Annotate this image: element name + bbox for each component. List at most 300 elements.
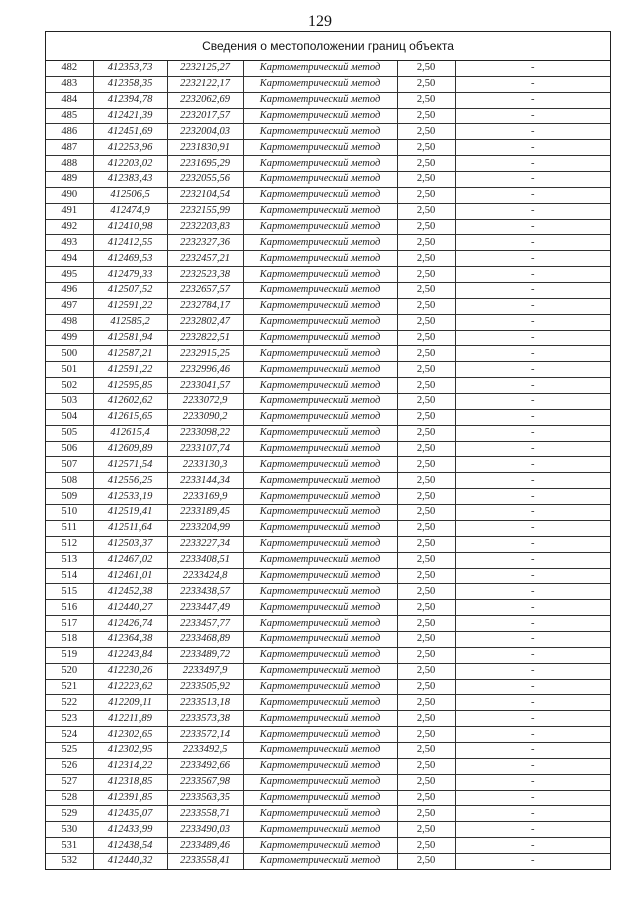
y-coordinate-cell: 2233098,22 [167,425,243,441]
x-coordinate-cell: 412591,22 [93,298,167,314]
x-coordinate-cell: 412587,21 [93,346,167,362]
point-number-cell: 486 [46,124,93,140]
point-number-cell: 526 [46,758,93,774]
accuracy-cell: 2,50 [397,140,455,156]
note-cell: - [455,505,610,521]
point-number-cell: 509 [46,489,93,505]
table-row [46,394,610,410]
note-cell: - [455,124,610,140]
point-number-cell: 492 [46,219,93,235]
point-number-cell: 522 [46,695,93,711]
method-cell: Картометрический метод [243,362,397,378]
point-number-cell: 507 [46,457,93,473]
note-cell: - [455,695,610,711]
table-row [46,346,610,362]
y-coordinate-cell: 2233573,38 [167,711,243,727]
note-cell: - [455,362,610,378]
accuracy-cell: 2,50 [397,790,455,806]
y-coordinate-cell: 2233492,5 [167,742,243,758]
y-coordinate-cell: 2232122,17 [167,76,243,92]
table-row [46,505,610,521]
table-row [46,742,610,758]
note-cell: - [455,742,610,758]
point-number-cell: 521 [46,679,93,695]
method-cell: Картометрический метод [243,742,397,758]
table-row [46,108,610,124]
accuracy-cell: 2,50 [397,298,455,314]
y-coordinate-cell: 2232327,36 [167,235,243,251]
table-row [46,552,610,568]
y-coordinate-cell: 2233204,99 [167,520,243,536]
x-coordinate-cell: 412314,22 [93,758,167,774]
note-cell: - [455,314,610,330]
point-number-cell: 531 [46,838,93,854]
y-coordinate-cell: 2233169,9 [167,489,243,505]
point-number-cell: 512 [46,536,93,552]
note-cell: - [455,283,610,299]
accuracy-cell: 2,50 [397,187,455,203]
x-coordinate-cell: 412556,25 [93,473,167,489]
note-cell: - [455,346,610,362]
note-cell: - [455,790,610,806]
table-row [46,187,610,203]
note-cell: - [455,711,610,727]
y-coordinate-cell: 2232062,69 [167,92,243,108]
table-row [46,774,610,790]
accuracy-cell: 2,50 [397,600,455,616]
y-coordinate-cell: 2232055,56 [167,172,243,188]
table-row [46,172,610,188]
method-cell: Картометрический метод [243,156,397,172]
y-coordinate-cell: 2232125,27 [167,61,243,76]
accuracy-cell: 2,50 [397,489,455,505]
method-cell: Картометрический метод [243,853,397,868]
table-row [46,758,610,774]
x-coordinate-cell: 412383,43 [93,172,167,188]
method-cell: Картометрический метод [243,394,397,410]
accuracy-cell: 2,50 [397,203,455,219]
note-cell: - [455,330,610,346]
point-number-cell: 497 [46,298,93,314]
method-cell: Картометрический метод [243,425,397,441]
table-row [46,520,610,536]
y-coordinate-cell: 2232822,51 [167,330,243,346]
method-cell: Картометрический метод [243,584,397,600]
table-row [46,822,610,838]
accuracy-cell: 2,50 [397,219,455,235]
point-number-cell: 489 [46,172,93,188]
note-cell: - [455,378,610,394]
table-row [46,314,610,330]
x-coordinate-cell: 412461,01 [93,568,167,584]
accuracy-cell: 2,50 [397,346,455,362]
method-cell: Картометрический метод [243,727,397,743]
point-number-cell: 496 [46,283,93,299]
y-coordinate-cell: 2233144,34 [167,473,243,489]
method-cell: Картометрический метод [243,663,397,679]
y-coordinate-cell: 2233497,9 [167,663,243,679]
accuracy-cell: 2,50 [397,362,455,378]
accuracy-cell: 2,50 [397,76,455,92]
x-coordinate-cell: 412609,89 [93,441,167,457]
x-coordinate-cell: 412426,74 [93,616,167,632]
method-cell: Картометрический метод [243,822,397,838]
note-cell: - [455,616,610,632]
note-cell: - [455,584,610,600]
x-coordinate-cell: 412474,9 [93,203,167,219]
x-coordinate-cell: 412467,02 [93,552,167,568]
table-row [46,156,610,172]
table-row [46,489,610,505]
x-coordinate-cell: 412451,69 [93,124,167,140]
table-row [46,806,610,822]
x-coordinate-cell: 412203,02 [93,156,167,172]
method-cell: Картометрический метод [243,616,397,632]
table-row [46,853,610,868]
accuracy-cell: 2,50 [397,267,455,283]
point-number-cell: 513 [46,552,93,568]
method-cell: Картометрический метод [243,298,397,314]
y-coordinate-cell: 2233189,45 [167,505,243,521]
y-coordinate-cell: 2232004,03 [167,124,243,140]
boundary-points-table [46,61,610,869]
point-number-cell: 520 [46,663,93,679]
method-cell: Картометрический метод [243,631,397,647]
table-row [46,631,610,647]
x-coordinate-cell: 412358,35 [93,76,167,92]
point-number-cell: 502 [46,378,93,394]
point-number-cell: 495 [46,267,93,283]
method-cell: Картометрический метод [243,283,397,299]
point-number-cell: 500 [46,346,93,362]
x-coordinate-cell: 412615,4 [93,425,167,441]
method-cell: Картометрический метод [243,267,397,283]
note-cell: - [455,441,610,457]
y-coordinate-cell: 2232523,38 [167,267,243,283]
y-coordinate-cell: 2233227,34 [167,536,243,552]
point-number-cell: 490 [46,187,93,203]
accuracy-cell: 2,50 [397,124,455,140]
method-cell: Картометрический метод [243,473,397,489]
x-coordinate-cell: 412353,73 [93,61,167,76]
table-row [46,838,610,854]
note-cell: - [455,536,610,552]
method-cell: Картометрический метод [243,505,397,521]
method-cell: Картометрический метод [243,600,397,616]
method-cell: Картометрический метод [243,187,397,203]
point-number-cell: 516 [46,600,93,616]
y-coordinate-cell: 2233072,9 [167,394,243,410]
x-coordinate-cell: 412318,85 [93,774,167,790]
point-number-cell: 511 [46,520,93,536]
point-number-cell: 517 [46,616,93,632]
note-cell: - [455,457,610,473]
note-cell: - [455,822,610,838]
table-row [46,251,610,267]
accuracy-cell: 2,50 [397,631,455,647]
x-coordinate-cell: 412503,37 [93,536,167,552]
x-coordinate-cell: 412602,62 [93,394,167,410]
table-row [46,425,610,441]
method-cell: Картометрический метод [243,695,397,711]
table-row [46,441,610,457]
accuracy-cell: 2,50 [397,92,455,108]
accuracy-cell: 2,50 [397,457,455,473]
accuracy-cell: 2,50 [397,425,455,441]
point-number-cell: 514 [46,568,93,584]
point-number-cell: 518 [46,631,93,647]
y-coordinate-cell: 2233457,77 [167,616,243,632]
x-coordinate-cell: 412253,96 [93,140,167,156]
method-cell: Картометрический метод [243,203,397,219]
point-number-cell: 484 [46,92,93,108]
accuracy-cell: 2,50 [397,520,455,536]
x-coordinate-cell: 412435,07 [93,806,167,822]
x-coordinate-cell: 412302,95 [93,742,167,758]
y-coordinate-cell: 2233090,2 [167,409,243,425]
note-cell: - [455,394,610,410]
x-coordinate-cell: 412479,33 [93,267,167,283]
note-cell: - [455,251,610,267]
method-cell: Картометрический метод [243,92,397,108]
note-cell: - [455,61,610,76]
y-coordinate-cell: 2233513,18 [167,695,243,711]
note-cell: - [455,298,610,314]
point-number-cell: 501 [46,362,93,378]
y-coordinate-cell: 2233438,57 [167,584,243,600]
y-coordinate-cell: 2233041,57 [167,378,243,394]
x-coordinate-cell: 412410,98 [93,219,167,235]
point-number-cell: 505 [46,425,93,441]
note-cell: - [455,600,610,616]
y-coordinate-cell: 2233558,41 [167,853,243,868]
point-number-cell: 498 [46,314,93,330]
point-number-cell: 487 [46,140,93,156]
method-cell: Картометрический метод [243,806,397,822]
x-coordinate-cell: 412506,5 [93,187,167,203]
note-cell: - [455,140,610,156]
note-cell: - [455,92,610,108]
method-cell: Картометрический метод [243,172,397,188]
point-number-cell: 530 [46,822,93,838]
x-coordinate-cell: 412391,85 [93,790,167,806]
accuracy-cell: 2,50 [397,409,455,425]
x-coordinate-cell: 412595,85 [93,378,167,394]
y-coordinate-cell: 2231695,29 [167,156,243,172]
table-row [46,235,610,251]
point-number-cell: 499 [46,330,93,346]
note-cell: - [455,520,610,536]
y-coordinate-cell: 2232203,83 [167,219,243,235]
point-number-cell: 523 [46,711,93,727]
method-cell: Картометрический метод [243,457,397,473]
x-coordinate-cell: 412209,11 [93,695,167,711]
table-row [46,409,610,425]
method-cell: Картометрический метод [243,235,397,251]
table-row [46,473,610,489]
note-cell: - [455,806,610,822]
method-cell: Картометрический метод [243,378,397,394]
x-coordinate-cell: 412585,2 [93,314,167,330]
table-row [46,695,610,711]
table-row [46,267,610,283]
accuracy-cell: 2,50 [397,61,455,76]
point-number-cell: 483 [46,76,93,92]
table-row [46,362,610,378]
accuracy-cell: 2,50 [397,822,455,838]
method-cell: Картометрический метод [243,552,397,568]
x-coordinate-cell: 412571,54 [93,457,167,473]
x-coordinate-cell: 412591,22 [93,362,167,378]
method-cell: Картометрический метод [243,647,397,663]
accuracy-cell: 2,50 [397,505,455,521]
accuracy-cell: 2,50 [397,806,455,822]
point-number-cell: 482 [46,61,93,76]
table-row [46,378,610,394]
note-cell: - [455,108,610,124]
y-coordinate-cell: 2231830,91 [167,140,243,156]
note-cell: - [455,172,610,188]
x-coordinate-cell: 412230,26 [93,663,167,679]
accuracy-cell: 2,50 [397,552,455,568]
method-cell: Картометрический метод [243,108,397,124]
note-cell: - [455,647,610,663]
accuracy-cell: 2,50 [397,394,455,410]
accuracy-cell: 2,50 [397,473,455,489]
boundary-table-sheet [45,31,611,870]
point-number-cell: 504 [46,409,93,425]
y-coordinate-cell: 2233424,8 [167,568,243,584]
table-row [46,61,610,76]
table-row [46,663,610,679]
y-coordinate-cell: 2233572,14 [167,727,243,743]
method-cell: Картометрический метод [243,790,397,806]
point-number-cell: 488 [46,156,93,172]
y-coordinate-cell: 2233505,92 [167,679,243,695]
table-row [46,790,610,806]
table-row [46,647,610,663]
table-row [46,457,610,473]
x-coordinate-cell: 412364,38 [93,631,167,647]
table-row [46,330,610,346]
accuracy-cell: 2,50 [397,108,455,124]
table-title: Сведения о местоположении границ объекта [46,32,610,61]
x-coordinate-cell: 412243,84 [93,647,167,663]
point-number-cell: 527 [46,774,93,790]
table-row [46,219,610,235]
accuracy-cell: 2,50 [397,663,455,679]
table-row [46,140,610,156]
note-cell: - [455,489,610,505]
point-number-cell: 528 [46,790,93,806]
accuracy-cell: 2,50 [397,742,455,758]
method-cell: Картометрический метод [243,520,397,536]
point-number-cell: 493 [46,235,93,251]
table-row [46,679,610,695]
method-cell: Картометрический метод [243,489,397,505]
y-coordinate-cell: 2232784,17 [167,298,243,314]
note-cell: - [455,631,610,647]
method-cell: Картометрический метод [243,536,397,552]
accuracy-cell: 2,50 [397,853,455,868]
accuracy-cell: 2,50 [397,679,455,695]
table-row [46,600,610,616]
accuracy-cell: 2,50 [397,838,455,854]
accuracy-cell: 2,50 [397,568,455,584]
note-cell: - [455,76,610,92]
y-coordinate-cell: 2232657,57 [167,283,243,299]
x-coordinate-cell: 412438,54 [93,838,167,854]
x-coordinate-cell: 412211,89 [93,711,167,727]
note-cell: - [455,838,610,854]
x-coordinate-cell: 412511,64 [93,520,167,536]
note-cell: - [455,203,610,219]
y-coordinate-cell: 2232996,46 [167,362,243,378]
point-number-cell: 503 [46,394,93,410]
accuracy-cell: 2,50 [397,378,455,394]
y-coordinate-cell: 2232104,54 [167,187,243,203]
y-coordinate-cell: 2233489,72 [167,647,243,663]
table-row [46,711,610,727]
note-cell: - [455,473,610,489]
accuracy-cell: 2,50 [397,283,455,299]
x-coordinate-cell: 412302,65 [93,727,167,743]
note-cell: - [455,758,610,774]
point-number-cell: 494 [46,251,93,267]
x-coordinate-cell: 412412,55 [93,235,167,251]
accuracy-cell: 2,50 [397,711,455,727]
y-coordinate-cell: 2233489,46 [167,838,243,854]
method-cell: Картометрический метод [243,758,397,774]
table-row [46,92,610,108]
point-number-cell: 524 [46,727,93,743]
method-cell: Картометрический метод [243,711,397,727]
accuracy-cell: 2,50 [397,695,455,711]
y-coordinate-cell: 2233447,49 [167,600,243,616]
method-cell: Картометрический метод [243,219,397,235]
x-coordinate-cell: 412421,39 [93,108,167,124]
x-coordinate-cell: 412519,41 [93,505,167,521]
x-coordinate-cell: 412507,52 [93,283,167,299]
method-cell: Картометрический метод [243,409,397,425]
method-cell: Картометрический метод [243,838,397,854]
x-coordinate-cell: 412440,32 [93,853,167,868]
method-cell: Картометрический метод [243,251,397,267]
x-coordinate-cell: 412440,27 [93,600,167,616]
y-coordinate-cell: 2233408,51 [167,552,243,568]
method-cell: Картометрический метод [243,774,397,790]
x-coordinate-cell: 412433,99 [93,822,167,838]
accuracy-cell: 2,50 [397,584,455,600]
method-cell: Картометрический метод [243,441,397,457]
method-cell: Картометрический метод [243,124,397,140]
accuracy-cell: 2,50 [397,251,455,267]
accuracy-cell: 2,50 [397,616,455,632]
y-coordinate-cell: 2232915,25 [167,346,243,362]
x-coordinate-cell: 412394,78 [93,92,167,108]
table-row [46,616,610,632]
note-cell: - [531,855,535,867]
table-row [46,76,610,92]
method-cell: Картометрический метод [243,314,397,330]
note-cell: - [455,679,610,695]
y-coordinate-cell: 2232017,57 [167,108,243,124]
accuracy-cell: 2,50 [397,536,455,552]
x-coordinate-cell: 412452,38 [93,584,167,600]
method-cell: Картометрический метод [243,61,397,76]
table-row [46,727,610,743]
note-cell: - [455,663,610,679]
